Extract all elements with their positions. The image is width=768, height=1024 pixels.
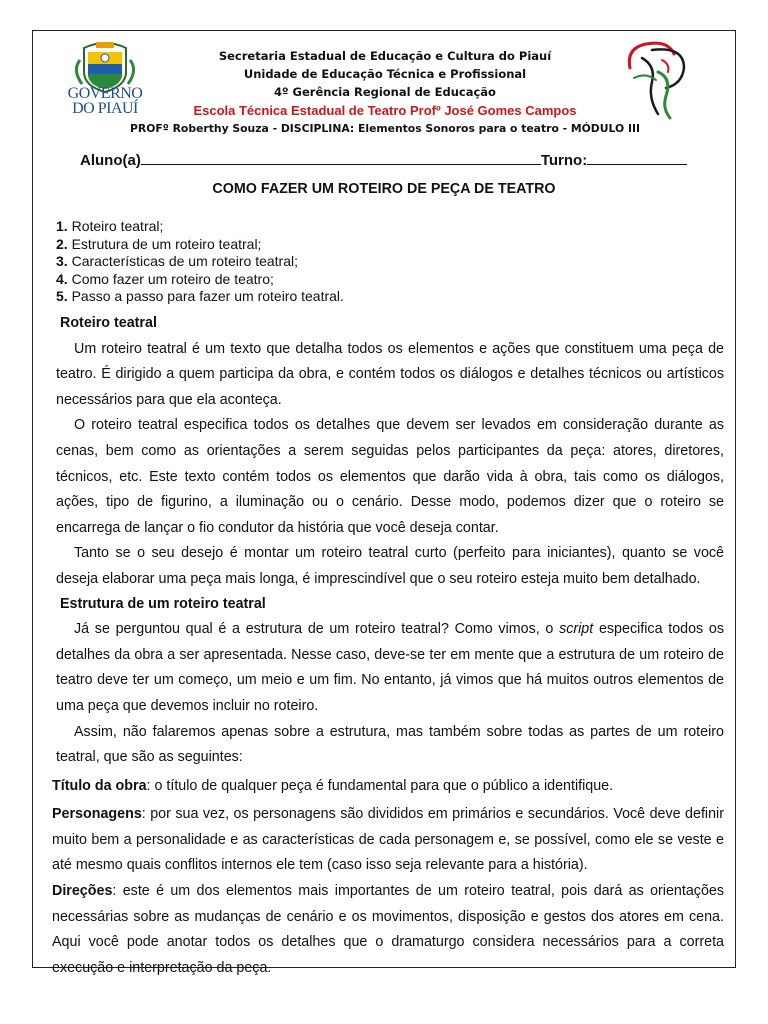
logo-text-do-piaui: DO PIAUÍ [72,100,138,117]
header-secretaria: Secretaria Estadual de Educação e Cultura do Piauí [218,49,552,63]
paragraph-text: Já se perguntou qual é a estrutura de um roteiro teatral? Como vimos, o [74,621,560,638]
aluno-name-field[interactable] [141,150,541,165]
toc-number: 5. [56,288,68,304]
definition-label: Direções [52,883,113,900]
definition-text: : este é um dos elementos mais importantes de um roteiro teatral, pois dará as orientações necessárias sobre as mudanças de cenário e os movimentos, disposição e gestos dos atores em cena. Aqui você pode anotar todos os detalhes que o dramaturgo considera necessários para a correta execução e interpretação da peça. [52,883,724,976]
toc-number: 1. [56,218,68,234]
definition-text: : o título de qualquer peça é fundamental para que o público a identifique. [146,777,614,794]
toc-number: 4. [56,270,68,287]
paragraph: Assim, não falaremos apenas sobre a estrutura, mas também sobre todas as partes de um roteiro teatral, que são as seguintes: [56,723,724,766]
student-form-row [80,150,687,169]
toc-text: Roteiro teatral; [71,218,164,234]
paragraph-emphasis: script [559,621,594,638]
toc-text: Estrutura de um roteiro teatral; [71,235,262,252]
header-gerencia: 4º Gerência Regional de Educação [274,85,496,99]
toc-item [56,271,344,289]
toc-number: 2. [56,235,68,252]
section-heading-estrutura: Estrutura de um roteiro teatral [60,595,266,612]
header-unidade: Unidade de Educação Técnica e Profissional [243,67,527,81]
paragraph: O roteiro teatral especifica todos os detalhes que devem ser levados em consideração durante as cenas, bem como as orientações a serem seguidas pelos participantes da peça: atores, diretores, técnicos, etc. Este texto contém todos os elementos que darão vida à obra, tais como os diálogos, ações, tipo de figurino, a iluminação ou o cenário. Desse modo, podemos dizer que o roteiro se encarrega de lançar o fio condutor da história que você deseja contar. [56,417,724,536]
paragraph-text: especifica todos os detalhes da obra a ser apresentada. Nesse caso, deve-se ter em mente que a estrutura de um roteiro de teatro deve ter um começo, um meio e um fim. No entanto, já vimos que há muitos outros elementos de uma peça que devemos incluir no roteiro. [56,621,724,714]
header-professor-disciplina: PROFº Roberthy Souza - DISCIPLINA: Elementos Sonoros para o teatro - MÓDULO III [129,122,641,135]
toc-number: 3. [56,253,68,269]
toc-text: Passo a passo para fazer um roteiro teatral. [71,288,344,304]
toc-item [56,288,344,306]
definition-personagens [52,802,724,879]
toc-item [56,253,344,271]
toc-item [56,236,344,254]
paragraph [56,617,724,719]
definition-text: : por sua vez, os personagens são divididos em primários e secundários. Você deve definir muito bem a personalidade e as características de cada personagem e, se possível, como ele se veste e até mesmo quais conflitos internos ele tem (caso isso seja relevante para a história). [52,806,724,874]
table-of-contents [56,218,344,306]
definition-label: Título da obra [52,777,147,794]
document-body [52,312,724,981]
dancer-swirl-icon [629,43,684,118]
document-title: COMO FAZER UM ROTEIRO DE PEÇA DE TEATRO [212,181,556,197]
definition-label: Personagens [52,806,142,823]
toc-item [56,218,344,236]
paragraph: Um roteiro teatral é um texto que detalha todos os elementos e ações que constituem uma peça de teatro. É dirigido a quem participa da obra, e contém todos os diálogos e detalhes técnicos ou artísticos necessários para que ela aconteça. [56,340,724,408]
paragraph: Tanto se o seu desejo é montar um roteiro teatral curto (perfeito para iniciantes), quanto se você deseja elaborar uma peça mais longa, é imprescindível que o seu roteiro esteja muito bem detalhado. [56,545,724,587]
definition-titulo-obra [52,774,724,800]
turno-label: Turno: [540,152,588,169]
aluno-label: Aluno(a) [80,152,141,169]
turno-field[interactable] [587,150,687,165]
logo-text-governo: GOVERNO [67,85,143,102]
toc-text: Como fazer um roteiro de teatro; [71,270,274,287]
header-school-name: Escola Técnica Estadual de Teatro Profº José Gomes Campos [193,103,577,118]
section-heading-roteiro-teatral: Roteiro teatral [60,315,157,331]
governo-piaui-logo [62,40,148,118]
theater-school-logo [622,38,690,120]
toc-text: Características de um roteiro teatral; [71,253,298,269]
definition-direcoes [52,879,724,981]
